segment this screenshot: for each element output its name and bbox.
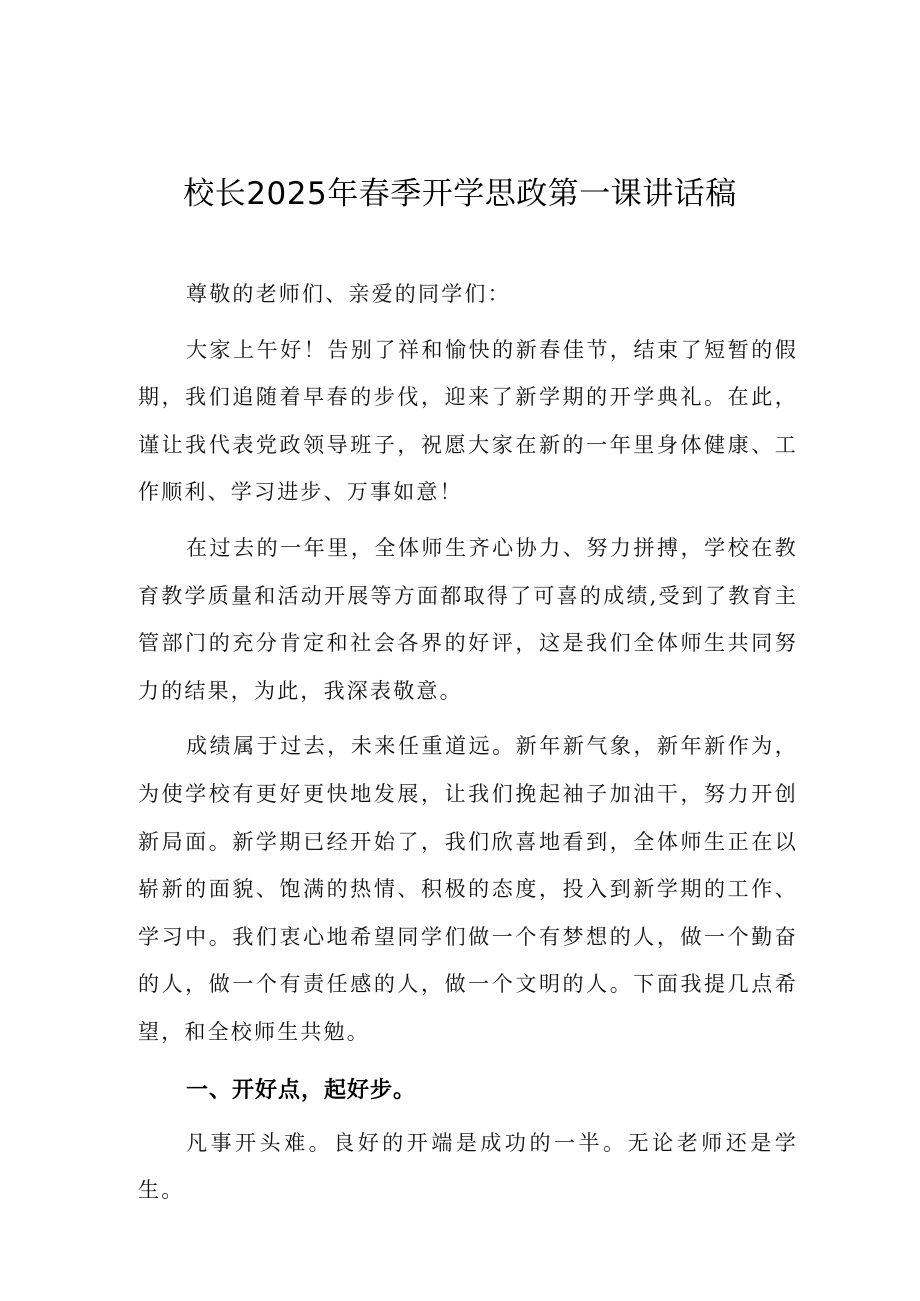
paragraph-opening: 大家上午好！告别了祥和愉快的新春佳节，结束了短暂的假期，我们追随着早春的步伐，迎来了新学期的开学典礼。在此，谨让我代表党政领导班子，祝愿大家在新的一年里身体健康、工作顺利、学习进步、万事如意！ bbox=[138, 337, 798, 505]
section-paragraph: 凡事开头难。良好的开端是成功的一半。无论老师还是学生。 bbox=[138, 1130, 798, 1203]
section-heading: 一、开好点，起好步。 bbox=[186, 1077, 417, 1103]
paragraph-future: 成绩属于过去，未来任重道远。新年新气象，新年新作为，为使学校有更好更快地发展，让我们挽起袖子加油干，努力开创新局面。新学期已经开始了，我们欣喜地看到，全体师生正在以崭新的面貌、饱满的热情、积极的态度，投入到新学期的工作、学习中。我们衷心地希望同学们做一个有梦想的人，做一个勤奋的人，做一个有责任感的人，做一个文明的人。下面我提几点希望，和全校师生共勉。 bbox=[138, 734, 798, 1044]
document-body bbox=[138, 271, 798, 1215]
document-title: 校长2025年春季开学思政第一课讲话稿 bbox=[183, 176, 737, 212]
greeting-paragraph: 尊敬的老师们、亲爱的同学们： bbox=[186, 282, 511, 306]
paragraph-achievements: 在过去的一年里，全体师生齐心协力、努力拼搏，学校在教育教学质量和活动开展等方面都取得了可喜的成绩,受到了教育主管部门的充分肯定和社会各界的好评，这是我们全体师生共同努力的结果，为此，我深表敬意。 bbox=[138, 535, 798, 703]
